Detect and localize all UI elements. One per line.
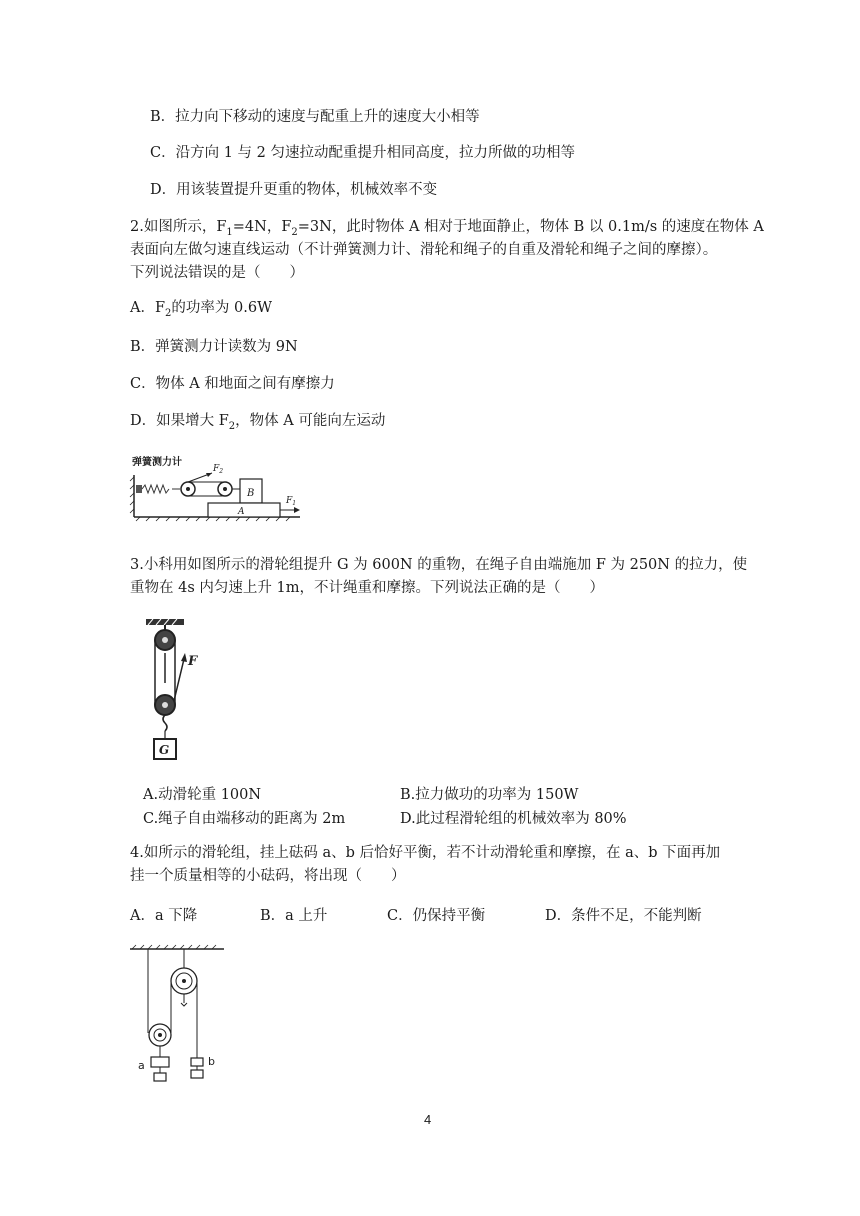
q4-option-b: B．a 上升 [260,908,328,924]
q4-stem-line2: 挂一个质量相等的小砝码，将出现（ ） [130,868,406,884]
q4-option-c: C．仍保持平衡 [387,908,486,924]
q2-figure [128,453,308,523]
q4-label-a: a [138,1059,145,1072]
q2-stem-line1 [130,217,764,239]
q1-option-c: C．沿方向 1 与 2 匀速拉动配重提升相同高度，拉力所做的功相等 [150,145,575,161]
q3-option-c: C.绳子自由端移动的距离为 2m [143,811,346,827]
q2-stem-line2: 表面向左做匀速直线运动（不计弹簧测力计、滑轮和绳子的自重及滑轮和绳子之间的摩擦）。 [130,242,718,258]
q2-option-a [130,298,272,320]
q4-stem-line1: 4.如所示的滑轮组，挂上砝码 a、b 后恰好平衡，若不计动滑轮重和摩擦，在 a、b 下面再加 [130,845,721,861]
q3-weight-label: G [159,743,170,757]
q2-f2-label: $F_2$ [213,464,224,475]
q4-option-a: A．a 下降 [130,908,198,924]
q1-option-b: B．拉力向下移动的速度与配重上升的速度大小相等 [150,109,480,125]
q2-stem-text-b: =4N，F [232,219,292,235]
q2-spring-label: 弹簧测力计 [132,457,182,468]
q4-figure [128,943,228,1088]
q2-option-c: C．物体 A 和地面之间有摩擦力 [130,376,335,392]
q2-block-b-label: B [247,488,255,499]
q2-stem-line3: 下列说法错误的是（ ） [130,265,304,281]
q2-stem-sub2: 2 [291,227,298,238]
q2-option-a-sub: 2 [165,308,172,319]
q3-stem-line1: 3.小科用如图所示的滑轮组提升 G 为 600N 的重物，在绳子自由端施加 F 为 250N 的拉力，使 [130,557,748,573]
q3-force-label: F [188,654,198,669]
q3-option-b: B.拉力做功的功率为 150W [400,787,579,803]
q3-stem-line2: 重物在 4s 内匀速上升 1m，不计绳重和摩擦。下列说法正确的是（ ） [130,580,604,596]
q3-option-a: A.动滑轮重 100N [143,787,262,803]
q2-f1-label: $F_1$ [286,496,297,507]
q2-stem-text-a: 2.如图所示，F [130,219,227,235]
q2-option-d-post: ，物体 A 可能向左运动 [235,413,386,429]
q2-option-d-pre: D．如果增大 F [130,413,229,429]
q2-option-d-sub: 2 [228,421,236,432]
q4-option-d: D．条件不足，不能判断 [545,908,702,924]
page-number: 4 [424,1112,432,1127]
q3-figure [140,613,210,773]
q2-option-b: B．弹簧测力计读数为 9N [130,339,298,355]
q4-label-b: b [208,1055,215,1068]
q2-option-a-pre: A．F [130,300,166,316]
q2-stem-text-c: =3N，此时物体 A 相对于地面静止，物体 B 以 0.1m/s 的速度在物体 A [297,219,764,235]
q3-option-d: D.此过程滑轮组的机械效率为 80% [400,811,627,827]
q2-option-d [130,411,385,433]
q2-option-a-post: 的功率为 0.6W [171,300,272,316]
q2-stem-sub1: 1 [226,227,233,238]
q2-block-a-label: A [238,507,245,517]
q1-option-d: D．用该装置提升更重的物体，机械效率不变 [150,182,438,198]
